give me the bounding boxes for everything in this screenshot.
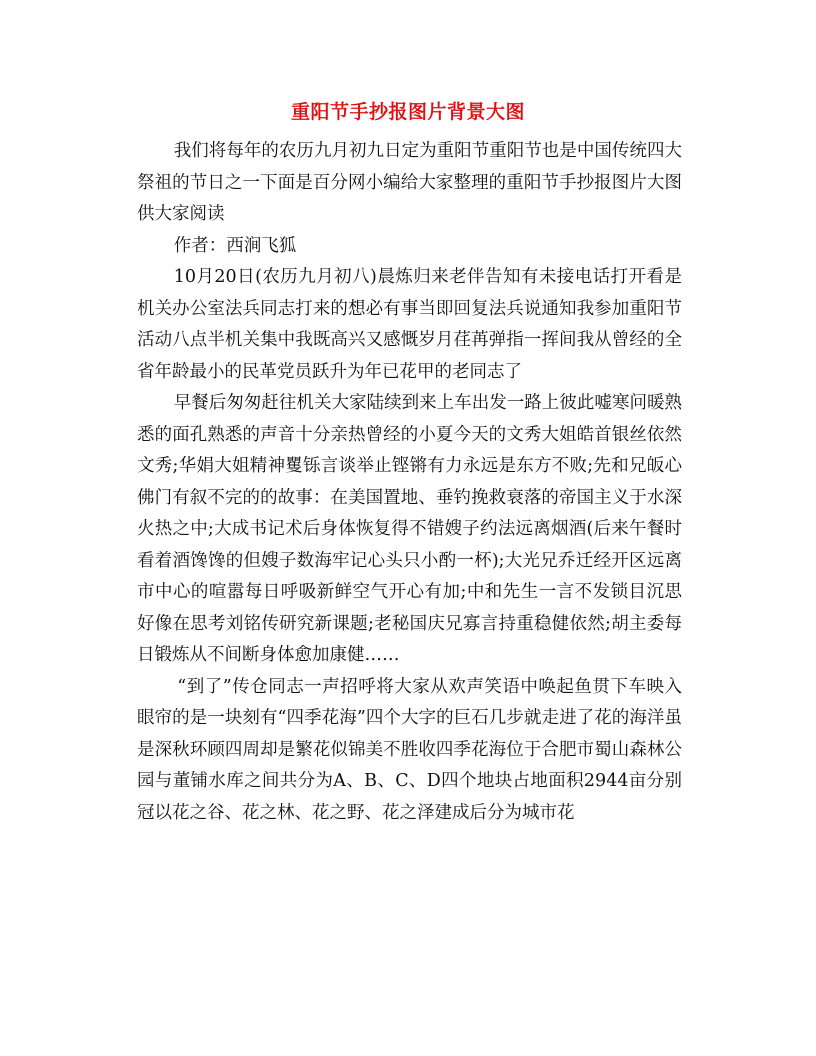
paragraph-morning-call: 10月20日(农历九月初八)晨炼归来老伴告知有未接电话打开看是机关办公室法兵同志打来的想必有事当即回复法兵说通知我参加重阳节活动八点半机关集中我既高兴又感慨岁月荏苒弹指一挥间我从曾经的全省年龄最小的民革党员跃升为年已花甲的老同志了 [137,267,682,382]
document-title: 重阳节手抄报图片背景大图 [290,101,525,123]
paragraph-author: 作者：西涧飞狐 [173,235,297,256]
document-body [137,136,682,829]
paragraph-bus-trip: 早餐后匆匆赶往机关大家陆续到来上车出发一路上彼此嘘寒问暖熟悉的面孔熟悉的声音十分亲热曾经的小夏今天的文秀大姐皓首银丝依然文秀;华娟大姐精神矍铄言谈举止铿锵有力永远是东方不败;先和兄皈心佛门有叙不完的的故事：在美国置地、垂钓挽救衰落的帝国主义于水深火热之中;大成书记术后身体恢复得不错嫂子约法远离烟酒(后来午餐时看着酒馋馋的但嫂子数海牢记心头只小酌一杯);大光兄乔迁经开区远离市中心的喧嚣每日呼吸新鲜空气开心有加;中和先生一言不发锁目沉思好像在思考刘铭传研究新课题;老秘国庆兄寡言持重稳健依然;胡主委每日锻炼从不间断身体愈加康健…… [137,393,682,665]
paragraph-intro: 我们将每年的农历九月初九日定为重阳节重阳节也是中国传统四大祭祖的节日之一下面是百分网小编给大家整理的重阳节手抄报图片大图供大家阅读 [137,141,682,224]
paragraph-flower-sea: “到了”传仓同志一声招呼将大家从欢声笑语中唤起鱼贯下车映入眼帘的是一块刻有“四季花海”四个大字的巨石几步就走进了花的海洋虽是深秋环顾四周却是繁花似锦美不胜收四季花海位于合肥市蜀山森林公园与董铺水库之间共分为A、B、C、D四个地块占地面积2944亩分别冠以花之谷、花之林、花之野、花之泽建成后分为城市花 [137,676,682,823]
